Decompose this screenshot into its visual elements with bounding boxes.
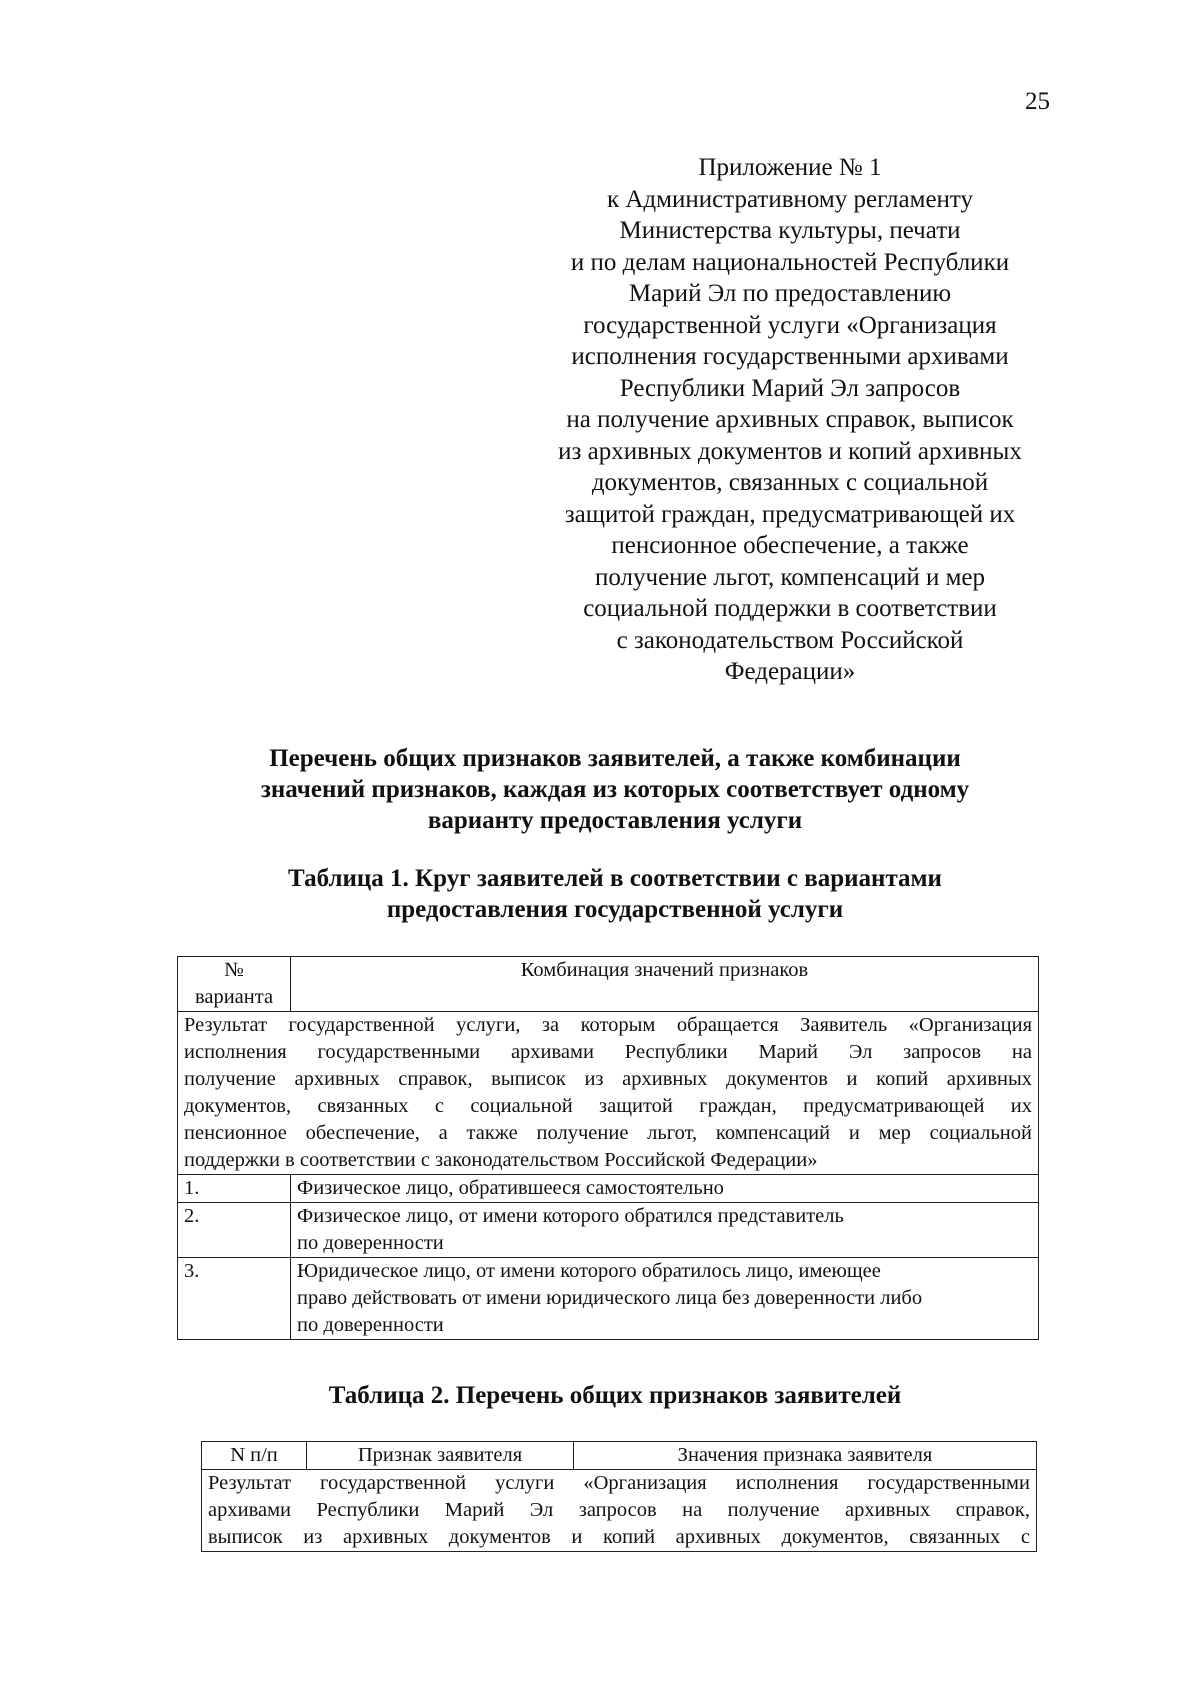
appendix-line: пенсионное обеспечение, а также [611,532,969,559]
result-line: архивами Республики Марий Эл запросов на получение архивных справок, [208,1499,1030,1521]
main-heading [150,743,1080,836]
appendix-line: Министерства культуры, печати [619,217,961,244]
appendix-line: государственной услуги «Организация [583,311,997,339]
page-number: 25 [1025,88,1050,115]
appendix-line: Федерации» [724,658,856,685]
variant-description [291,1175,1039,1203]
variant-number-header [178,957,291,1012]
variant-number: 3. [178,1258,291,1340]
table2-title [150,1380,1080,1411]
table1-title-line: Таблица 1. Круг заявителей в соответствии с вариантами [288,865,942,892]
applicants-table [177,956,1039,1340]
variant-line: право действовать от имени юридического лица без доверенности либо [297,1287,923,1309]
result-line: Результат государственной услуги, за которым обращается Заявитель «Организация [184,1014,1032,1036]
appendix-line: Приложение № 1 [698,154,882,181]
table2-title-line: Таблица 2. Перечень общих признаков заявителей [328,1382,902,1409]
table1-title-line: предоставления государственной услуги [386,896,844,923]
appendix-line: с законодательством Российской [616,626,964,654]
table1-title [150,863,1080,925]
table-header-row [202,1442,1037,1470]
result-line: пенсионное обеспечение, а также получение льгот, компенсаций и мер социальной [184,1122,1032,1144]
header-line: № [224,959,244,981]
table-row [178,1258,1039,1340]
appendix-line: Марий Эл по предоставлению [628,280,952,307]
appendix-line: документов, связанных с социальной [591,469,989,496]
variant-line: Физическое лицо, обратившееся самостоятельно [297,1177,724,1199]
appendix-line: и по делам национальностей Республики [570,248,1010,276]
variant-description [291,1203,1039,1258]
main-heading-line: Перечень общих признаков заявителей, а также комбинации [269,745,961,772]
combination-header: Комбинация значений признаков [291,957,1039,1012]
result-line: документов, связанных с социальной защитой граждан, предусматривающей их [184,1095,1032,1117]
table-header-row [178,957,1039,1012]
values-header: Значения признака заявителя [574,1442,1037,1470]
result-line: поддержки в соответствии с законодательством Российской Федерации» [184,1149,818,1171]
variant-number: 1. [178,1175,291,1203]
table-row [178,1203,1039,1258]
result-line: выписок из архивных документов и копий архивных документов, связанных с [208,1526,1030,1548]
table-row [202,1470,1037,1552]
appendix-line: на получение архивных справок, выписок [566,406,1014,433]
variant-line: Юридическое лицо, от имени которого обратилось лицо, имеющее [297,1260,881,1282]
service-result-cell [202,1470,1037,1552]
appendix-line: получение льгот, компенсаций и мер [594,563,986,591]
table-row [178,1012,1039,1175]
appendix-line: социальной поддержки в соответствии [583,595,997,622]
header-line: варианта [194,986,274,1008]
variant-line: по доверенности [297,1314,444,1336]
appendix-reference [525,152,1055,688]
variant-line: по доверенности [297,1232,444,1254]
appendix-line: защитой граждан, предусматривающей их [564,500,1016,528]
variant-number: 2. [178,1203,291,1258]
appendix-line: исполнения государственными архивами [571,343,1009,370]
variant-description [291,1258,1039,1340]
attribute-header: Признак заявителя [307,1442,574,1470]
attributes-table [201,1441,1037,1552]
number-header: N п/п [202,1442,307,1470]
appendix-line: Республики Марий Эл запросов [619,374,961,402]
variant-line: Физическое лицо, от имени которого обратился представитель [297,1205,844,1227]
result-line: получение архивных справок, выписок из архивных документов и копий архивных [184,1068,1032,1090]
main-heading-line: значений признаков, каждая из которых соответствует одному [260,776,970,803]
appendix-line: из архивных документов и копий архивных [558,437,1022,465]
result-line: исполнения государственными архивами Республики Марий Эл запросов на [184,1041,1032,1063]
service-result-cell [178,1012,1039,1175]
main-heading-line: варианту предоставления услуги [427,807,803,834]
appendix-line: к Административному регламенту [606,185,974,213]
table-row [178,1175,1039,1203]
result-line: Результат государственной услуги «Организация исполнения государственными [208,1472,1030,1494]
